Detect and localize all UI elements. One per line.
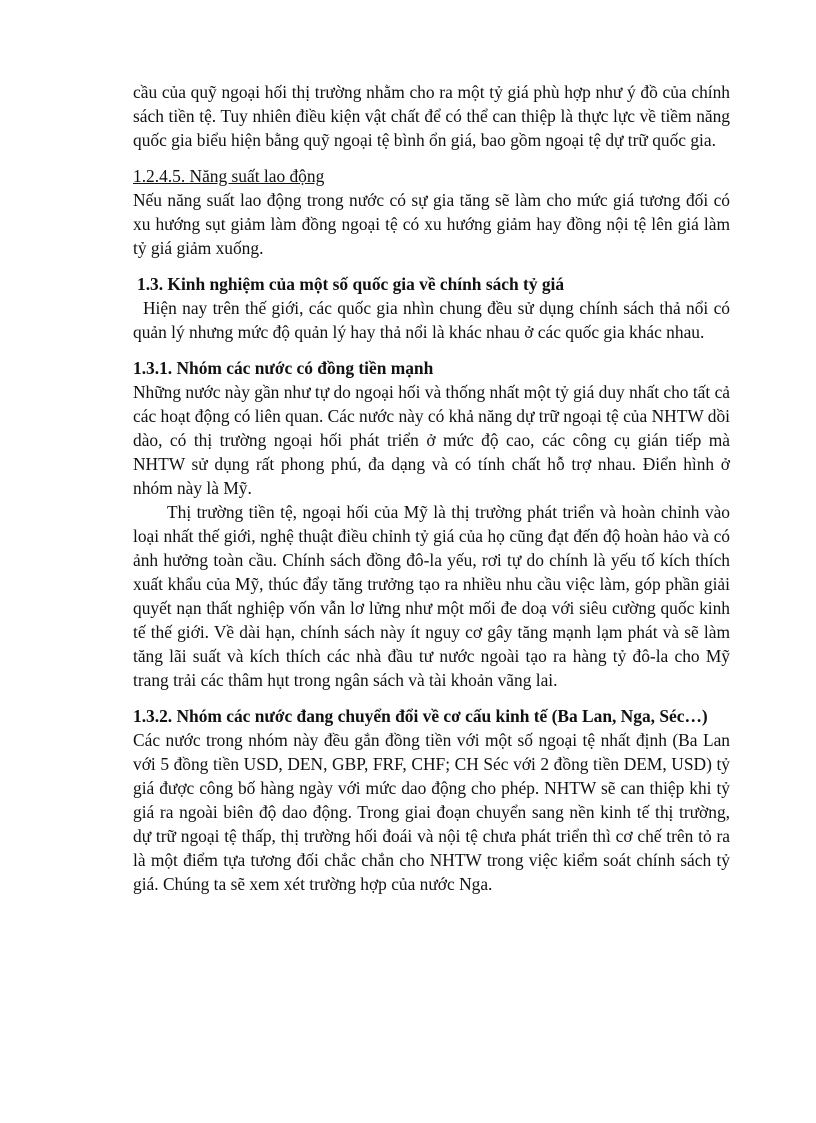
document-page: [133, 80, 730, 896]
paragraph: Hiện nay trên thế giới, các quốc gia nhìn chung đều sử dụng chính sách thả nổi có quản lý nhưng mức độ quản lý hay thả nổi là khác nhau ở các quốc gia khác nhau.: [133, 298, 730, 342]
paragraph: cầu của quỹ ngoại hối thị trường nhằm cho ra một tỷ giá phù hợp như ý đồ của chính sách tiền tệ. Tuy nhiên điều kiện vật chất để có thể can thiệp là thực lực về tiềm năng quốc gia biểu hiện bằng quỹ ngoại tệ bình ổn giá, bao gồm ngoại tệ dự trữ quốc gia.: [133, 82, 730, 150]
paragraph: Những nước này gần như tự do ngoại hối và thống nhất một tỷ giá duy nhất cho tất cả các hoạt động có liên quan. Các nước này có khả năng dự trữ ngoại tệ của NHTW dồi dào, có thị trường ngoại hối phát triển ở mức độ cao, các công cụ gián tiếp mà NHTW sử dụng rất phong phú, đa dạng và có tính chất hỗ trợ nhau. Điển hình ở nhóm này là Mỹ.: [133, 382, 731, 498]
section-subheading: 1.2.4.5. Năng suất lao động: [133, 166, 325, 186]
paragraph: Các nước trong nhóm này đều gắn đồng tiền với một số ngoại tệ nhất định (Ba Lan với 5 đồng tiền USD, DEN, GBP, FRF, CHF; CH Séc với 2 đồng tiền DEM, USD) tỷ giá được công bố hàng ngày với mức dao động cho phép. NHTW sẽ can thiệp khi tỷ giá ra ngoài biên độ dao động. Trong giai đoạn chuyển sang nền kinh tế thị trường, dự trữ ngoại tệ thấp, thị trường hối đoái và nội tệ chưa phát triển thì cơ chế trên tỏ ra là một điểm tựa tương đối chắc chắn cho NHTW trong việc kiểm soát chính sách tỷ giá. Chúng ta sẽ xem xét trường hợp của nước Nga.: [133, 730, 730, 894]
paragraph: Nếu năng suất lao động trong nước có sự gia tăng sẽ làm cho mức giá tương đối có xu hướng sụt giảm làm đồng ngoại tệ có xu hướng giảm hay đồng nội tệ lên giá làm tỷ giá giảm xuống.: [133, 190, 730, 258]
section-heading: 1.3.2. Nhóm các nước đang chuyển đổi về cơ cấu kinh tế (Ba Lan, Nga, Séc…): [133, 706, 708, 726]
section-heading: 1.3. Kinh nghiệm của một số quốc gia về chính sách tỷ giá: [137, 274, 565, 294]
section-heading: 1.3.1. Nhóm các nước có đồng tiền mạnh: [133, 358, 434, 378]
paragraph: Thị trường tiền tệ, ngoại hối của Mỹ là thị trường phát triển và hoàn chỉnh vào loại nhất thế giới, nghệ thuật điều chỉnh tỷ giá của họ cũng đạt đến độ hoàn hảo và có ảnh hưởng toàn cầu. Chính sách đồng đô-la yếu, rơi tự do chính là yếu tố kích thích xuất khẩu của Mỹ, thúc đẩy tăng trưởng tạo ra nhiều nhu cầu việc làm, góp phần giải quyết nạn thất nghiệp vốn vẫn lơ lửng như một mối đe doạ với siêu cường quốc kinh tế thế giới. Về dài hạn, chính sách này ít nguy cơ gây tăng mạnh lạm phát và sẽ làm tăng lãi suất và kích thích các nhà đầu tư nước ngoài tạo ra hàng tỷ đô-la cho Mỹ trang trải các thâm hụt trong ngân sách và tài khoản vãng lai.: [133, 502, 730, 690]
